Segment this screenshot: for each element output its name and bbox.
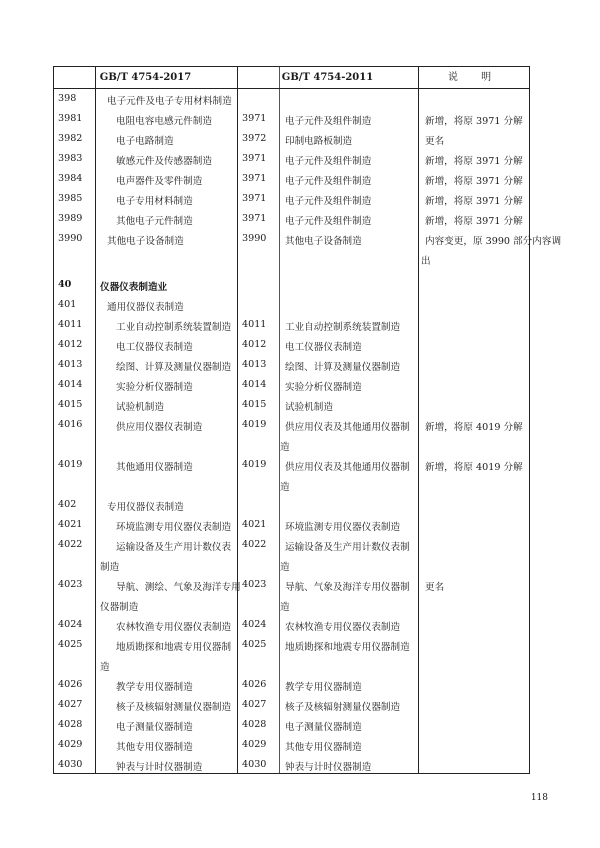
column-divider	[418, 67, 419, 773]
code-2011: 4019	[242, 459, 267, 470]
name-2017: 其他电子设备制造	[107, 236, 184, 247]
name-2011: 电子元件及组件制造	[285, 216, 372, 227]
name-2011: 实验分析仪器制造	[285, 382, 362, 393]
name-2011: 导航、气象及海洋专用仪器制	[285, 582, 410, 593]
code-2011: 3971	[242, 173, 267, 184]
code-2017: 402	[58, 499, 77, 510]
code-2011: 3990	[242, 233, 267, 244]
note: 内容变更，原 3990 部分内容调	[425, 236, 562, 247]
name-2017: 实验分析仪器制造	[116, 382, 193, 393]
code-2011: 4028	[242, 719, 267, 730]
name-2011: 电子元件及组件制造	[285, 176, 372, 187]
code-2011: 4011	[242, 319, 267, 330]
name-2011: 农林牧渔专用仪器仪表制造	[285, 622, 401, 633]
note-continued: 出	[421, 256, 431, 267]
name-2011: 钟表与计时仪器制造	[285, 762, 372, 773]
name-2011-continued: 造	[280, 602, 290, 613]
code-2017: 4025	[58, 639, 83, 650]
name-2017: 工业自动控制系统装置制造	[116, 322, 232, 333]
code-2017: 3990	[58, 233, 83, 244]
name-2017: 导航、测绘、气象及海洋专用	[116, 582, 241, 593]
name-2011: 其他专用仪器制造	[285, 742, 362, 753]
name-2017-continued: 制造	[100, 562, 120, 573]
name-2017: 试验机制造	[116, 402, 164, 413]
name-2017: 农林牧渔专用仪器仪表制造	[116, 622, 232, 633]
code-2011: 4022	[242, 539, 267, 550]
name-2011: 运输设备及生产用计数仪表制	[285, 542, 410, 553]
name-2011: 印制电路板制造	[285, 136, 353, 147]
code-2011: 4029	[242, 739, 267, 750]
code-2011: 3971	[242, 113, 267, 124]
code-2017: 4012	[58, 339, 83, 350]
code-2017: 4013	[58, 359, 83, 370]
note: 新增，将原 3971 分解	[425, 176, 523, 187]
code-2011: 4025	[242, 639, 267, 650]
note: 新增，将原 4019 分解	[425, 422, 523, 433]
code-2011: 4024	[242, 619, 267, 630]
code-2017: 401	[58, 299, 77, 310]
name-2017: 专用仪器仪表制造	[107, 502, 184, 513]
name-2017: 核子及核辐射测量仪器制造	[116, 702, 232, 713]
name-2017: 绘图、计算及测量仪器制造	[116, 362, 232, 373]
name-2011-continued: 造	[280, 442, 290, 453]
code-2017: 40	[58, 279, 72, 290]
code-2011: 4012	[242, 339, 267, 350]
name-2017: 地质勘探和地震专用仪器制	[116, 642, 232, 653]
code-2017: 4014	[58, 379, 83, 390]
name-2017-continued: 造	[100, 662, 110, 673]
code-2017: 4023	[58, 579, 83, 590]
note: 新增，将原 3971 分解	[425, 216, 523, 227]
name-2011: 核子及核辐射测量仪器制造	[285, 702, 401, 713]
name-2017: 其他电子元件制造	[116, 216, 193, 227]
code-2011: 4019	[242, 419, 267, 430]
code-2011: 4023	[242, 579, 267, 590]
note: 新增，将原 3971 分解	[425, 196, 523, 207]
code-2017: 4029	[58, 739, 83, 750]
name-2011: 电子元件及组件制造	[285, 116, 372, 127]
code-2017: 3989	[58, 213, 83, 224]
name-2011: 电子元件及组件制造	[285, 156, 372, 167]
name-2017: 其他通用仪器制造	[116, 462, 193, 473]
code-2011: 4015	[242, 399, 267, 410]
column-divider	[95, 67, 96, 773]
code-2017: 4016	[58, 419, 83, 430]
note: 新增，将原 3971 分解	[425, 116, 523, 127]
code-2011: 3971	[242, 153, 267, 164]
code-2011: 3971	[242, 193, 267, 204]
code-2011: 3971	[242, 213, 267, 224]
code-2017: 4015	[58, 399, 83, 410]
note: 新增，将原 3971 分解	[425, 156, 523, 167]
header-2017: GB/T 4754-2017	[99, 72, 192, 83]
name-2011: 供应用仪表及其他通用仪器制	[285, 422, 410, 433]
code-2017: 4022	[58, 539, 83, 550]
name-2017: 其他专用仪器制造	[116, 742, 193, 753]
name-2017: 电阻电容电感元件制造	[116, 116, 212, 127]
name-2017: 教学专用仪器制造	[116, 682, 193, 693]
name-2017: 电子电路制造	[116, 136, 174, 147]
code-2017: 3985	[58, 193, 83, 204]
name-2017-continued: 仪器制造	[100, 602, 139, 613]
name-2011: 工业自动控制系统装置制造	[285, 322, 401, 333]
code-2011: 4026	[242, 679, 267, 690]
note: 新增，将原 4019 分解	[425, 462, 523, 473]
column-divider	[237, 67, 238, 773]
code-2017: 4026	[58, 679, 83, 690]
code-2017: 3984	[58, 173, 83, 184]
code-2017: 398	[58, 93, 77, 104]
name-2017: 运输设备及生产用计数仪表	[116, 542, 232, 553]
code-2017: 4011	[58, 319, 83, 330]
name-2017: 电工仪器仪表制造	[116, 342, 193, 353]
code-2017: 3983	[58, 153, 83, 164]
name-2011: 地质勘探和地震专用仪器制造	[285, 642, 410, 653]
code-2017: 3982	[58, 133, 83, 144]
code-2011: 4014	[242, 379, 267, 390]
code-2017: 4030	[58, 759, 83, 770]
name-2011: 其他电子设备制造	[285, 236, 362, 247]
name-2011: 电子元件及组件制造	[285, 196, 372, 207]
name-2011: 供应用仪表及其他通用仪器制	[285, 462, 410, 473]
header-note: 说 明	[447, 72, 502, 83]
header-divider	[54, 88, 529, 89]
name-2011: 电工仪器仪表制造	[285, 342, 362, 353]
name-2011: 环境监测专用仪器仪表制造	[285, 522, 401, 533]
classification-table	[53, 66, 562, 774]
note: 更名	[425, 582, 445, 593]
column-divider	[279, 67, 280, 773]
name-2017: 仪器仪表制造业	[100, 282, 168, 293]
name-2011: 试验机制造	[285, 402, 333, 413]
code-2017: 4019	[58, 459, 83, 470]
code-2011: 4021	[242, 519, 267, 530]
name-2011: 电子测量仪器制造	[285, 722, 362, 733]
code-2011: 3972	[242, 133, 267, 144]
name-2017: 钟表与计时仪器制造	[116, 762, 203, 773]
code-2017: 4028	[58, 719, 83, 730]
page-number: 118	[530, 793, 548, 803]
header-2011: GB/T 4754-2011	[281, 72, 374, 83]
code-2011: 4027	[242, 699, 267, 710]
name-2017: 电声器件及零件制造	[116, 176, 203, 187]
name-2011: 教学专用仪器制造	[285, 682, 362, 693]
name-2011-continued: 造	[280, 562, 290, 573]
name-2017: 电子元件及电子专用材料制造	[107, 96, 232, 107]
name-2011-continued: 造	[280, 482, 290, 493]
code-2017: 4027	[58, 699, 83, 710]
code-2017: 3981	[58, 113, 83, 124]
name-2017: 通用仪器仪表制造	[107, 302, 184, 313]
name-2017: 电子专用材料制造	[116, 196, 193, 207]
note: 更名	[425, 136, 445, 147]
name-2017: 敏感元件及传感器制造	[116, 156, 212, 167]
name-2017: 环境监测专用仪器仪表制造	[116, 522, 232, 533]
name-2017: 电子测量仪器制造	[116, 722, 193, 733]
code-2011: 4030	[242, 759, 267, 770]
code-2011: 4013	[242, 359, 267, 370]
code-2017: 4024	[58, 619, 83, 630]
name-2011: 绘图、计算及测量仪器制造	[285, 362, 401, 373]
name-2017: 供应用仪器仪表制造	[116, 422, 203, 433]
code-2017: 4021	[58, 519, 83, 530]
